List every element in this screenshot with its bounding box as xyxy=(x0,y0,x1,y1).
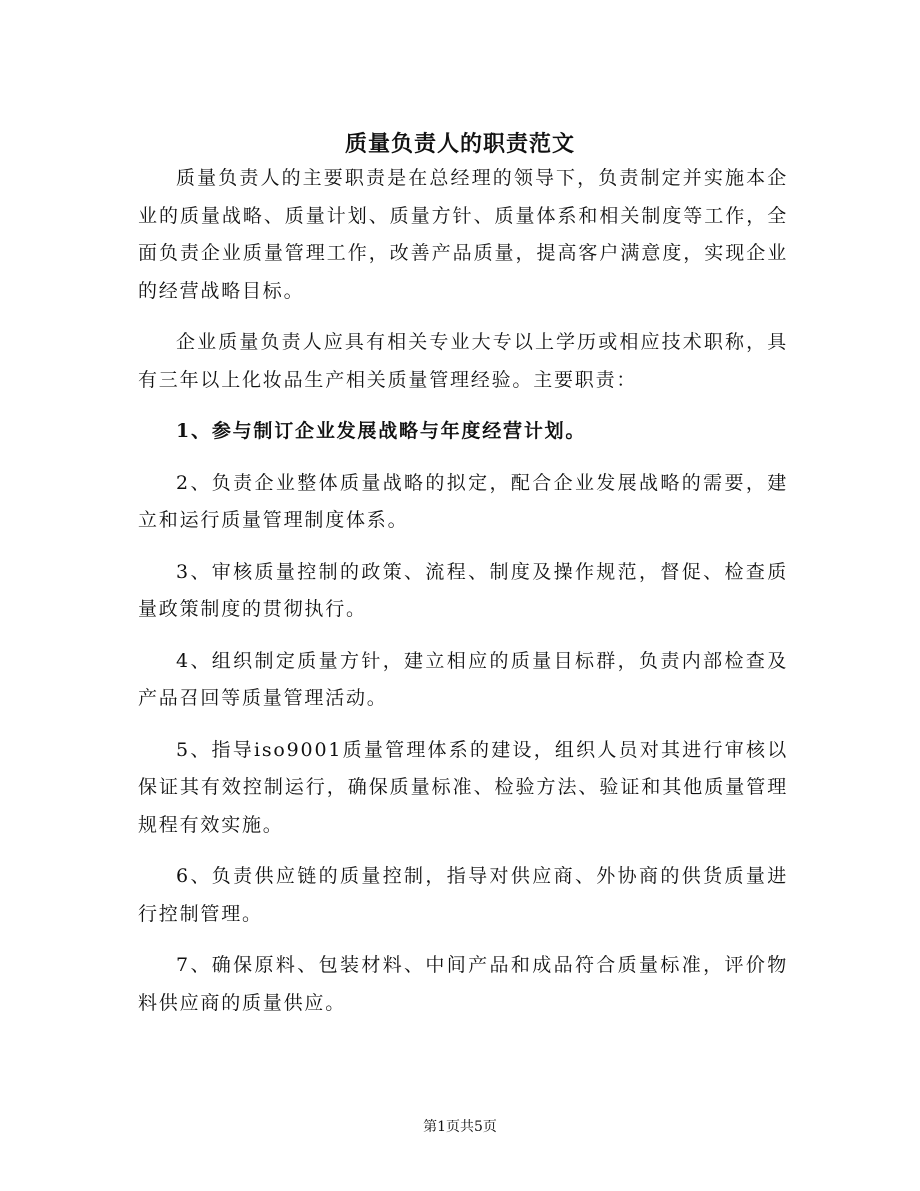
duty-item-5: 5、指导iso9001质量管理体系的建设，组织人员对其进行审核以保证其有效控制运行，确保质量标准、检验方法、验证和其他质量管理规程有效实施。 xyxy=(138,738,788,836)
duty-item-1: 1、参与制订企业发展战略与年度经营计划。 xyxy=(176,420,587,442)
page-number-footer: 第1页共5页 xyxy=(423,1119,497,1135)
duty-item-2: 2、负责企业整体质量战略的拟定，配合企业发展战略的需要，建立和运行质量管理制度体系。 xyxy=(138,471,788,531)
paragraph-qualifications: 企业质量负责人应具有相关专业大专以上学历或相应技术职称，具有三年以上化妆品生产相关质量管理经验。主要职责： xyxy=(138,331,788,391)
duty-item-6: 6、负责供应链的质量控制，指导对供应商、外协商的供货质量进行控制管理。 xyxy=(138,865,788,925)
duty-item-3: 3、审核质量控制的政策、流程、制度及操作规范，督促、检查质量政策制度的贯彻执行。 xyxy=(138,560,788,620)
paragraph-intro: 质量负责人的主要职责是在总经理的领导下，负责制定并实施本企业的质量战略、质量计划、质量方针、质量体系和相关制度等工作，全面负责企业质量管理工作，改善产品质量，提高客户满意度，实现企业的经营战略目标。 xyxy=(138,167,788,302)
document-body xyxy=(138,160,788,1036)
document-title: 质量负责人的职责范文 xyxy=(344,130,575,157)
duty-item-7: 7、确保原料、包装材料、中间产品和成品符合质量标准，评价物料供应商的质量供应。 xyxy=(138,954,788,1014)
duty-item-4: 4、组织制定质量方针，建立相应的质量目标群，负责内部检查及产品召回等质量管理活动。 xyxy=(138,649,788,709)
